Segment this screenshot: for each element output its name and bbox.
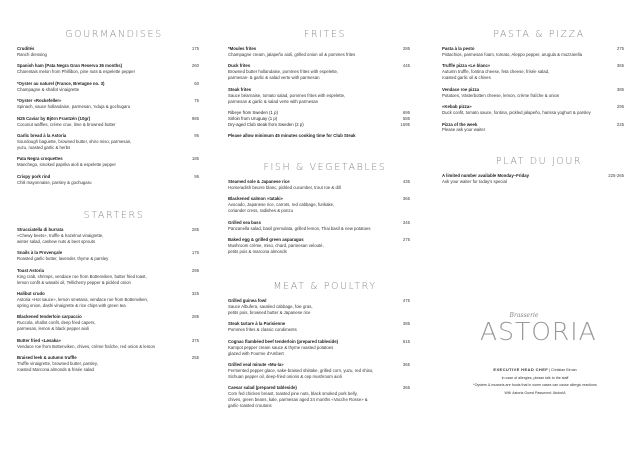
brasserie-astoria-logo (480, 312, 597, 346)
section-pasta-pizza (442, 28, 624, 139)
item-price: 365 (402, 362, 410, 368)
item-description: Avocado, Japanese rice, carrots, red cabbage, furikake, (228, 202, 335, 208)
menu-item (17, 133, 199, 151)
menu-item (442, 173, 624, 185)
item-price: 185 (191, 156, 199, 162)
item-price: 285 (191, 227, 199, 232)
item-price: 365 (402, 196, 410, 202)
item-name: Butter fried «Løsaka» (17, 337, 61, 343)
menu-item (228, 46, 410, 58)
item-description: petits pois, browned butter & Japanese rice (228, 309, 311, 315)
menu-item (442, 87, 624, 99)
item-description: Sauce Albufera, sautéed cabbage, foie gras, (228, 303, 313, 309)
item-price: 445 (402, 63, 410, 69)
item-price: 275 (402, 237, 410, 243)
item-description: Pommes frites & classic condiments (228, 327, 297, 333)
item-description: coriander cress, radishes & ponzu (228, 208, 293, 214)
item-description: Charentais melon from Phillibon, pine nuts & espelette pepper (17, 69, 135, 75)
item-name: Steamed sole & Japanese rice (228, 179, 290, 184)
item-price: 275 (616, 46, 624, 51)
item-description: Coconut waffles, crème crue, lime & browned butter (17, 121, 116, 127)
item-name: Grilled veal minute «Mu-la» (228, 362, 284, 368)
item-name: Caesar salad (prepared tableside) (228, 385, 297, 391)
section-title: GOURMANDISES (65, 29, 163, 40)
cut-price: 695 (402, 110, 410, 116)
menu-item (17, 116, 199, 128)
item-description: winter salad, cashew nuts & beet sprouts (17, 238, 96, 244)
menu-item (17, 46, 199, 58)
item-name: N25 Caviar by Björn Frantzén (10gr) (17, 115, 91, 121)
item-price: 985 (191, 115, 199, 121)
item-description: garlic-roasted croutons (228, 403, 272, 409)
item-price: 475 (402, 298, 410, 303)
item-description: Sauce béarnaise, tomato salad, pommes frites with espelette, (228, 92, 346, 98)
menu-item (17, 355, 199, 373)
section-title: PASTA & PIZZA (493, 29, 585, 40)
cut-name: Dry-aged Club steak from Sweden (2 p) (228, 121, 304, 127)
item-description: Autumn truffle, fontina cheese, feta cheese, frisée salad, (442, 69, 550, 75)
item-name: *Moules frites (228, 46, 257, 51)
item-description: lemon confit & wasabi oil, Tellicherry pepper & pickled onion (17, 279, 131, 285)
menu-item (17, 98, 199, 110)
menu-item (442, 104, 624, 116)
menu-item (228, 339, 410, 357)
item-name: Halibut crudo (17, 291, 45, 297)
menu-item (17, 250, 199, 262)
item-name: Braised leek & autumn truffle (17, 355, 77, 361)
item-description: Panzanella salad, basil gremolata, grilled lemon, Thai basil & new potatoes (228, 225, 371, 231)
item-name: Crudités (17, 46, 35, 51)
item-description: Mushroom crème, miso, chard, parmesan velouté, (228, 243, 324, 249)
item-description: «Chewy beets», truffle & hazelnut vinaigrette, (17, 232, 104, 238)
item-price: 435 (402, 179, 410, 184)
menu-item (228, 298, 410, 316)
menu-item (228, 385, 410, 409)
item-price: 175 (191, 250, 199, 256)
item-price: 95 (194, 173, 199, 179)
chef-name: | Christian Eirnan (549, 368, 577, 372)
item-name: Pizza of the week (442, 121, 478, 127)
item-price: 285 (191, 314, 199, 320)
item-description: Potatoes, Västerbotten cheese, lemon, crème fraîche & onion (442, 92, 560, 98)
item-description: Sourdough baguette, browned butter, shiro miso, parmesan, (17, 138, 132, 144)
menu-item (17, 81, 199, 93)
cut-name: Ribeye from Sweden (1 p) (228, 110, 278, 116)
item-description: Sichuan pepper oil, deep-fried onions & cep mushroom aioli (228, 373, 342, 379)
item-name: Baked egg & grilled green asparagus (228, 237, 304, 243)
item-description: Ask your waiter for today's special (442, 178, 507, 184)
item-name: Crispy pork rind (17, 173, 51, 179)
item-price: 365 (616, 63, 624, 69)
item-description: Astoria «Hot sauce», lemon smetana, vendace roe from Bottenviken, (17, 296, 149, 302)
oyster-note: *Oysters & mussels are foods that in some cases can cause allergic reactions (473, 383, 597, 387)
item-description: roasted Marcona almonds & frisée salad (17, 366, 94, 372)
item-description: Ranch dressing (17, 51, 47, 57)
section-starters (17, 209, 199, 378)
chef-line (450, 366, 620, 375)
item-price: 225-265 (608, 173, 624, 178)
menu-item (228, 362, 410, 380)
item-price: 365 (402, 385, 410, 391)
item-name: «Kebab pizza» (442, 104, 472, 110)
section-plat-du-jour (442, 155, 624, 190)
wifi-note: Wifi: Astoria Guest Password: IAstorIA (504, 390, 566, 395)
item-description: Please ask your waiter (442, 127, 486, 133)
menu-item (228, 87, 410, 105)
chef-label: EXECUTIVE HEAD CHEF (493, 367, 549, 372)
menu-item (17, 338, 199, 350)
section-title: FISH & VEGETABLES (263, 162, 387, 173)
menu-item (17, 156, 199, 168)
item-name: Grilled guinea fowl (228, 298, 267, 303)
item-name: Duck frites (228, 63, 251, 69)
item-price: 175 (191, 46, 199, 51)
menu-item (17, 227, 199, 245)
allergy-note: In case of allergies, please talk to the staff (501, 375, 569, 380)
item-price: 255 (191, 355, 199, 361)
item-name: Cognac flambéed beef tenderloin (prepared tableside) (228, 338, 339, 344)
item-description: Spinach, sauce hollandaise, parmesan, 'nduja & gochugaru (17, 104, 131, 110)
menu-item (17, 174, 199, 186)
item-name: Blackened salmon «tataki» (228, 196, 283, 202)
footer (450, 366, 620, 397)
item-description: yuzu, roasted garlic & herbs (17, 144, 71, 150)
menu-item (228, 237, 410, 255)
item-name: Steak frites (228, 86, 252, 92)
menu-item (228, 321, 410, 333)
menu-item (17, 314, 199, 332)
item-price: 385 (402, 321, 410, 327)
item-name: Snails à la Provençale (17, 250, 63, 256)
item-description: King crab, shrimps, vendace roe from Bottenviken, butter fried toast, (17, 273, 147, 279)
item-description: Champagne cream, jalapeño aioli, grilled onion oil & pommes frites (228, 51, 356, 57)
cooking-time-note: Please allow minimum 45 minutes cooking time for Club Steak (228, 133, 356, 139)
item-description: Pistachios, parmesan foam, tomato, Aleppo pepper, arugula & mozzarella (442, 51, 582, 57)
section-title: FRITES (303, 29, 347, 40)
menu-item (17, 268, 199, 286)
section-title: STARTERS (83, 210, 145, 221)
item-description: parmesan, lemon & black pepper aioli (17, 326, 89, 332)
item-description: Browned butter hollandaise, pommes frites with espelette, (228, 69, 339, 75)
item-price: 385 (616, 86, 624, 92)
item-description: parmesan & garlic & salad verte with parmesan (228, 98, 319, 104)
item-price: 345 (402, 219, 410, 225)
item-name: *Oyster «Rockefeller» (17, 98, 62, 104)
item-description: Horseradish beurre blanc, pickled cucumber, trout roe & dill (228, 184, 341, 190)
item-price: 75 (194, 98, 199, 104)
item-description: chives, green beans, kale, parmesan aged 24 months «Vacche Rosse» & (228, 397, 368, 403)
item-price: 225 (616, 121, 624, 127)
item-price: 260 (191, 63, 199, 69)
item-price: 285 (402, 46, 410, 51)
item-description: glazed with Fourme d'Ambert (228, 350, 284, 356)
item-price: 60 (194, 80, 199, 86)
item-description: Manchego, smoked paprika aioli & espelette pepper (17, 162, 116, 168)
item-description: Truffle vinaigrette, browned butter, parsley, (17, 360, 98, 366)
section-title: PLAT DU JOUR (495, 156, 583, 167)
section-frites (228, 28, 410, 139)
item-description: Vendace roe from Bottenviken, chives, crème fraîche, red onion & lemon (17, 343, 156, 349)
item-name: Toast Astoria (17, 267, 44, 273)
section-title: MEAT & POULTRY (273, 281, 377, 292)
logo-script: Brasserie (509, 312, 539, 319)
section-fish-vegetables (228, 161, 410, 260)
menu-item (442, 122, 624, 134)
item-description: spring onion, dashi vinaigrette & rice chips with green tea (17, 302, 126, 308)
item-description: Kampot pepper cream sauce & thyme roasted potatoes (228, 344, 334, 350)
item-description: Roasted garlic butter, lavender, thyme & parsley (17, 256, 109, 262)
menu-item (228, 220, 410, 232)
menu-item (228, 63, 410, 81)
item-name: Truffle pizza «Le blanc» (442, 63, 491, 69)
item-description: Champagne & shallot vinaigrette (17, 86, 80, 92)
item-price: 295 (616, 104, 624, 110)
menu-item (442, 63, 624, 81)
item-price: 295 (191, 267, 199, 273)
logo-name: ASTORIA (480, 317, 597, 346)
menu-item (228, 179, 410, 191)
menu-item (17, 291, 199, 309)
section-gourmandises (17, 28, 199, 191)
item-name: Grilled sea bass (228, 219, 261, 225)
cut-name: Sirloin from Uruguay (1 p) (228, 115, 278, 121)
item-description: parmesan- & garlic & salad verte with parmesan (228, 75, 320, 81)
item-price: 95 (194, 133, 199, 139)
item-price: 325 (191, 291, 199, 297)
item-description: Fermented pepper glace, sake-braised shiitake, grilled corn, yuzu, red shiso, (228, 367, 374, 373)
menu-item (442, 46, 624, 58)
item-description: roasted garlic oil & chives (442, 75, 491, 81)
item-name: Pasta à la pesto (442, 46, 475, 51)
item-name: Blackened tenderloin carpaccio (17, 314, 82, 320)
menu-item (228, 196, 410, 214)
item-description: petits pois & marcona almonds (228, 248, 287, 254)
item-price: 375 (191, 337, 199, 343)
item-name: Pata Negra croquettes (17, 156, 63, 162)
item-name: Garlic bread à la Astoria (17, 133, 67, 139)
item-description: Chili mayonnaise, parsley & gochugaru (17, 179, 92, 185)
section-meat-poultry (228, 280, 410, 415)
item-description: Corn fed chicken breast, toasted pine nuts, black smoked pork belly, (228, 391, 358, 397)
item-description: Duck confit, tomato sauce, fontina, pickled jalapeño, harissa yoghurt & parsley (442, 110, 591, 116)
item-name: A limited number available Monday–Friday (442, 173, 529, 178)
item-description: Ruccola, shallot confit, deep fried capers, (17, 320, 96, 326)
menu-item (17, 63, 199, 75)
cut-price: 585 (402, 115, 410, 121)
item-price: 615 (402, 338, 410, 344)
cut-price: 1595 (400, 121, 410, 127)
item-name: Stracciatella di burrata (17, 227, 64, 232)
item-name: Steak tartare à la Parisienne (228, 321, 286, 327)
item-name: Spanish ham (Pata Negra Gran Reserva 36 months) (17, 63, 123, 69)
item-name: Vendace roe pizza (442, 86, 480, 92)
steak-cuts (228, 110, 410, 128)
item-name: *Oyster au naturel (France, Bretagne no. 3) (17, 80, 105, 86)
steak-cut-row (228, 122, 410, 128)
